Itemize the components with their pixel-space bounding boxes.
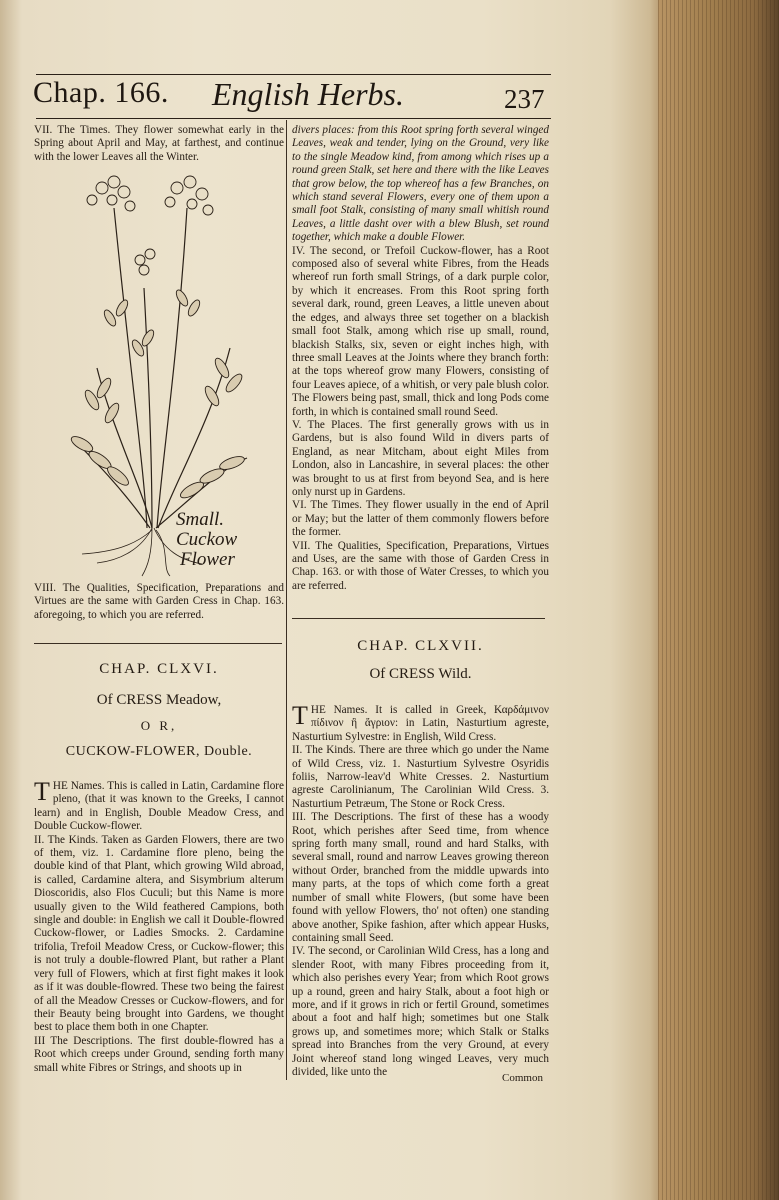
paragraph-names: THE Names. It is called in Greek, Καρδάμινον πίδινον ἢ ἄγριον: in Latin, Nasturtium agreste, Nasturtium Sylvestre: in English, Wild Cress. <box>292 701 549 743</box>
paragraph-second-kind: IV. The second, or Trefoil Cuckow-flower, has a Root composed also of several white Fibres, from the Heads whereof run forth small Strings, of a dark purple color, by which it encreases. From this Root spring forth several dark, round, green Leaves, a little uneven about the edges, and always three set together on a blackish small foot Stalk, among which rise up small, round, blackish Stalks, six, seven or eight inches high, with three small Leaves at the Joints where they branch forth: at the tops whereof grow many Flowers, consisting of four Leaves apiece, of a whitish, or very pale blush color. The Flowers being past, small, thick and long Pods come forth, in which is contained small round Seed. <box>292 244 549 418</box>
paragraph: VII. The Times. They flower somewhat early in the Spring about April and May, at farthest, and continue with the lower Leaves all the Winter. <box>34 124 284 163</box>
paragraph-kinds: II. The Kinds. Taken as Garden Flowers, there are two of them, viz. 1. Cardamine flore pleno, being the double kind of that Plant, which growing Wild abroad, is called, Cardamine altera, and Sisymbrium alterum Dioscoridis, also Flos Cuculi; but this Name is more usually given to the Wild feathered Campions, both single and double: in English we call it Double-flowred Cuckow-flower, or Ladies Smocks. 2. Cardamine trifolia, Trefoil Meadow Cress, or Cuckow-flower; this is not truly a double-flowred Plant, but rather a Plant very full of Flowers, which at first fight makes it look as if it was double-flowred. These two being the fairest of all the Meadow Cresses or Cuckow-flowers, and for their Beauty being brought into Gardens, we thought best to place them both in one Chapter. <box>34 833 284 1034</box>
header-rule-top <box>36 74 551 75</box>
chapter-166-heading: CHAP. CLXVI. <box>99 661 219 677</box>
catchword: Common <box>502 1072 543 1084</box>
page-edges <box>658 0 779 1200</box>
chapter-166-title-line1: Of CRESS Meadow, <box>96 692 222 708</box>
chapter-166-title-line3: CUCKOW-FLOWER, Double. <box>65 744 253 759</box>
paragraph-descriptions: III The Descriptions. The first double-flowred has a Root which creeps under Ground, sending forth many small white Fibres or Strings, and shoots up in <box>34 1034 284 1074</box>
running-head-chapter: Chap. 166. <box>33 76 169 109</box>
chapter-167-title: Of CRESS Wild. <box>369 666 472 682</box>
page-number: 237 <box>504 84 545 114</box>
column-divider <box>286 120 287 1080</box>
illustration-label-line3: Flower <box>180 549 235 570</box>
paragraph-second-kind: IV. The second, or Carolinian Wild Cress, has a long and slender Root, with many Fibres proceeding from it, which also perishes every Year; from which Root grows up a round, green and hairy Stalk, about a foot high or more, and if it grows in rich or fertil Ground, sometimes about a foot and half high; sometimes but one Stalk grows up, and sometimes more; which Stalk or Stalks spread into Branches from the very Ground, at every Joint whereof stand long winged Leaves, very much divided, like unto the <box>292 945 549 1078</box>
paragraph-places: V. The Places. The first generally grows with us in Gardens, but is also found Wild in divers parts of England, as near Mitcham, about eight Miles from London, also in Lancashire, in several places: the other was brought to us at first from beyond Sea, and is here only nurst up in Gardens. <box>292 418 549 498</box>
paragraph-names: THE Names. This is called in Latin, Cardamine flore pleno, (that it was known to the Greeks, I cannot learn) and in English, Double Meadow Cress, and Double Cuckow-flower. <box>34 777 284 833</box>
paragraph-qualities: VII. The Qualities, Specification, Preparations, Virtues and Uses, are the same with those of Garden Cress in Chap. 163. or with those of Water Cresses, to which you are referred. <box>292 539 549 592</box>
header-rule-bottom <box>36 118 551 119</box>
illustration-label-line1: Small. <box>176 509 225 530</box>
chapter-167-body <box>292 701 549 1079</box>
drop-cap: T <box>34 777 50 806</box>
left-qualities-paragraph <box>34 582 284 622</box>
chapter-167-heading: CHAP. CLXVII. <box>357 638 484 654</box>
paragraph-descriptions: III. The Descriptions. The first of these has a woody Root, which perishes after Seed time, from whence spring forth many small, round and hard Stalks, with several small, round and narrow Leaves growing thereon without Order, branched from the middle upwards into many parts, at the tops of which come forth a great number of small white Flowers, (but some have been found with yellow Flowers, tho' not often) one standing above another, Spike fashion, after which appear Husks, containing small Seed. <box>292 811 549 944</box>
left-times-paragraph <box>34 124 284 164</box>
paragraph-continued: divers places: from this Root spring forth several winged Leaves, weak and tender, lying on the Ground, very like to the single Meadow kind, from among which rises up a round green Stalk, set here and there with the like Leaves that grow below, the top whereof has a few Branches, on which stand several Flowers, every one of them upon a small foot Stalk, consisting of many small whitish round Leaves, a little dasht over with a blew Blush, set round together, which make a double Flower. <box>292 124 549 244</box>
paragraph-times: VI. The Times. They flower usually in the end of April or May; but the latter of them commonly flowers before the former. <box>292 499 549 539</box>
illustration-label-line2: Cuckow <box>176 529 238 550</box>
chapter-166-title-line2: O R, <box>140 718 178 733</box>
section-rule-right <box>292 618 545 619</box>
running-head-title: English Herbs. <box>212 76 404 112</box>
drop-cap: T <box>292 701 308 730</box>
paragraph: VIII. The Qualities, Specification, Preparations and Virtues are the same with Garden Cress in Chap. 163. aforegoing, to which you are referred. <box>34 582 284 621</box>
plant-woodcut-illustration <box>52 168 272 578</box>
right-column-body-top <box>292 124 549 593</box>
chapter-166-body <box>34 777 284 1075</box>
paragraph-kinds: II. The Kinds. There are three which go under the Name of Wild Cress, viz. 1. Nasturtium Sylvestre Osyridis foliis, Narrow-leav'd White Cresses. 2. Nasturtium agreste Carolinianum, The Carolinian Wild Cress. 3. Nasturtium Petræum, The Stone or Rock Cress. <box>292 744 549 810</box>
section-rule-left <box>34 643 282 644</box>
